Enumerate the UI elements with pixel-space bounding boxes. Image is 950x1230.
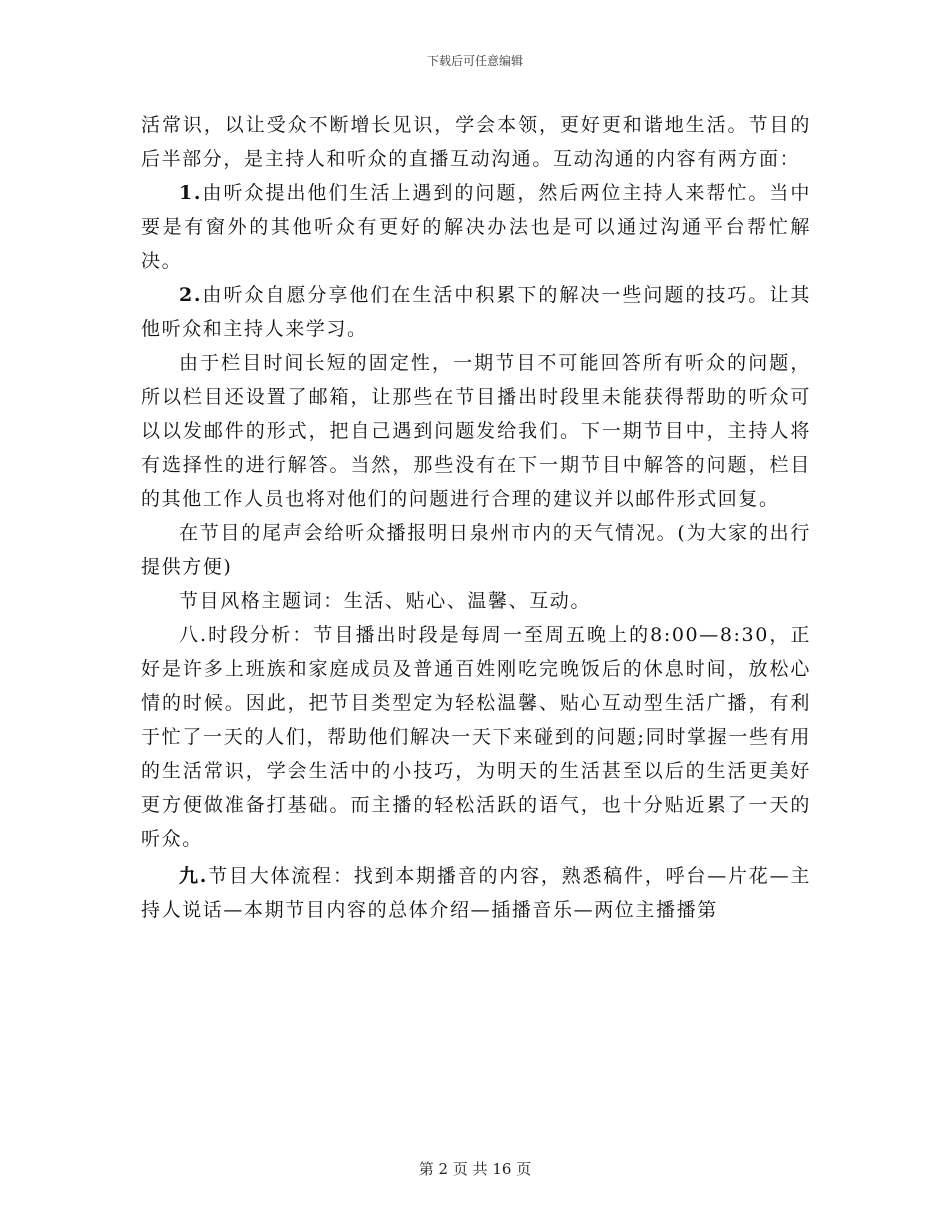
- page-header: 下载后可任意编辑: [426, 54, 523, 68]
- paragraph-section-9: [141, 859, 811, 927]
- paragraph-style-keywords: 节目风格主题词：生活、贴心、温馨、互动。: [179, 590, 592, 612]
- paragraph-item-2: [141, 278, 811, 346]
- item-text: 由听众提出他们生活上遇到的问题，然后两位主持人来帮忙。当中要是有窗外的其他听众有更好的解决办法也是可以通过沟通平台帮忙解决。: [141, 182, 811, 272]
- section-text: 节目大体流程：找到本期播音的内容，熟悉稿件，呼台—片花—主持人说话—本期节目内容的总体介绍—插播音乐—两位主播播第: [141, 865, 811, 921]
- paragraph-intro-continuation: 活常识，以让受众不断增长见识，学会本领，更好更和谐地生活。节目的后半部分，是主持人和听众的直播互动沟通。互动沟通的内容有两方面：: [141, 114, 811, 170]
- section-text: 时段分析：节目播出时段是每周一至周五晚上的8:00—8:30，正好是许多上班族和家庭成员及普通百姓刚吃完晚饭后的休息时间，放松心情的时候。因此，把节目类型定为轻松温馨、贴心互动型生活广播，有利于忙了一天的人们，帮助他们解决一天下来碰到的问题;同时掌握一些有用的生活常识，学会生活中的小技巧，为明天的生活甚至以后的生活更美好更方便做准备打基础。而主播的轻松活跃的语气，也十分贴近累了一天的听众。: [141, 624, 811, 850]
- item-number: 2.: [179, 284, 203, 306]
- document-body: [141, 108, 811, 927]
- paragraph-section-8: [141, 618, 811, 856]
- paragraph-weather: 在节目的尾声会给听众播报明日泉州市内的天气情况。(为大家的出行提供方便): [141, 522, 811, 578]
- section-number: 九.: [179, 865, 209, 887]
- page-footer: 第 2 页 共 16 页: [418, 1160, 532, 1178]
- paragraph-mailbox: 由于栏目时间长短的固定性，一期节目不可能回答所有听众的问题，所以栏目还设置了邮箱，让那些在节目播出时段里未能获得帮助的听众可以以发邮件的形式，把自己遇到问题发给我们。下一期节目中，主持人将有选择性的进行解答。当然，那些没有在下一期节目中解答的问题，栏目的其他工作人员也将对他们的问题进行合理的建议并以邮件形式回复。: [141, 352, 811, 510]
- paragraph-item-1: [141, 176, 811, 278]
- section-number: 八.: [179, 624, 208, 646]
- item-number: 1.: [179, 182, 203, 204]
- item-text: 由听众自愿分享他们在生活中积累下的解决一些问题的技巧。让其他听众和主持人来学习。: [141, 284, 811, 340]
